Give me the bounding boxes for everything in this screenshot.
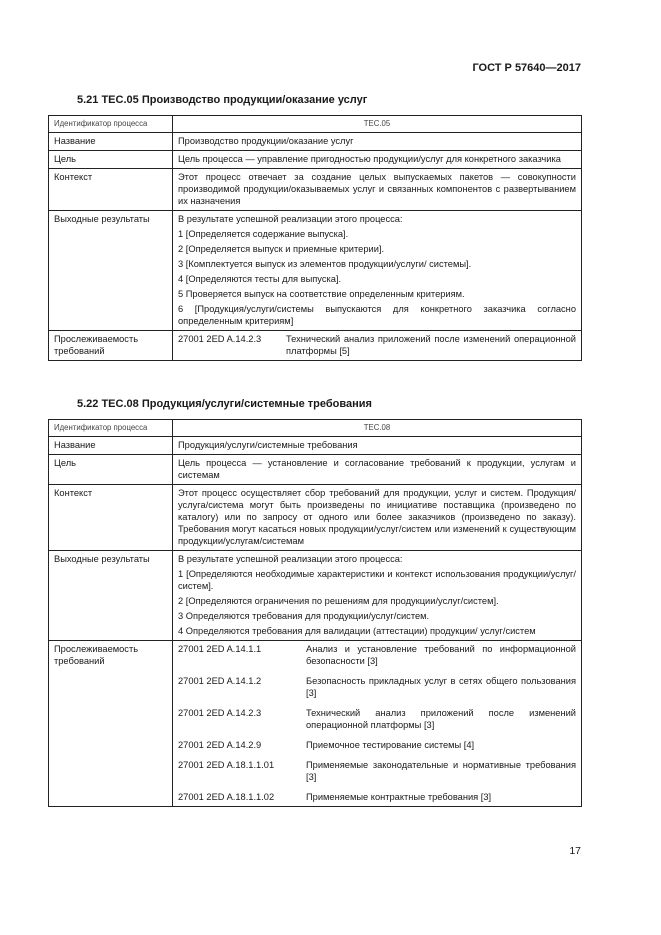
trace-description: Технический анализ приложений после изменений операционной платформы [5] <box>286 334 576 356</box>
trace-description: Технический анализ приложений после изменений операционной платформы [3] <box>306 708 576 730</box>
trace-entry <box>178 333 576 357</box>
output-item: 3 Определяются требования для продукции/услуг/систем. <box>178 611 430 621</box>
row-label: Контекст <box>49 169 173 211</box>
row-label: Прослеживаемость требований <box>49 641 173 807</box>
trace-code: 27001 2ED A.14.1.2 <box>178 676 262 686</box>
row-text: Цель процесса — управление пригодностью продукции/услуг для конкретного заказчика <box>178 154 561 164</box>
trace-description: Применяемые контрактные требования [3] <box>306 792 492 802</box>
output-item: 2 [Определяются ограничения по решениям для продукции/услуг/систем]. <box>178 596 499 606</box>
section-title-5-22: 5.22 TEC.08 Продукция/услуги/системные требования <box>77 398 372 410</box>
row-text: Этот процесс отвечает за создание целых выпускаемых пакетов — совокупности производимой продукции/оказываемых услуг и связанных компонентов с развертыванием их назначения <box>178 172 576 206</box>
trace-description: Анализ и установление требований по информационной безопасности [3] <box>306 644 576 666</box>
output-item: 4 [Определяются тесты для выпуска]. <box>178 274 342 284</box>
process-table-tec08 <box>48 419 582 807</box>
trace-description: Применяемые законодательные и нормативные требования [3] <box>306 760 576 782</box>
trace-code: 27001 2ED A.18.1.1.01 <box>178 760 275 770</box>
output-item: 3 [Комплектуется выпуск из элементов продукции/услуги/ системы]. <box>178 259 472 269</box>
process-id-label: Идентификатор процесса <box>49 116 173 133</box>
output-intro: В результате успешной реализации этого процесса: <box>178 214 403 224</box>
trace-code: 27001 2ED A.14.2.3 <box>178 708 262 718</box>
trace-entry <box>178 791 576 803</box>
table-header-row <box>49 420 582 437</box>
table-row-outputs <box>49 211 582 331</box>
table-row-traceability <box>49 641 582 807</box>
table-row-goal <box>49 455 582 485</box>
process-id-value: TEC.05 <box>173 116 582 133</box>
row-text: Продукция/услуги/системные требования <box>178 440 358 450</box>
table-row-goal <box>49 151 582 169</box>
trace-code: 27001 2ED A.18.1.1.02 <box>178 792 275 802</box>
row-text: Производство продукции/оказание услуг <box>178 136 354 146</box>
trace-description: Приемочное тестирование системы [4] <box>306 740 475 750</box>
trace-entry <box>178 739 576 751</box>
process-id-label: Идентификатор процесса <box>49 420 173 437</box>
row-label: Цель <box>49 455 173 485</box>
row-text: Этот процесс осуществляет сбор требований для продукции, услуг и систем. Продукция/услуга/система могут быть произведены по инициативе поставщика (произведено по каталогу) или по запросу от одного или более заказчиков (произведено по заказу). Требования могут касаться новых продукции/услуг/систем или изменений к существующим продукции/услугам/системам <box>178 488 576 546</box>
table-row-context <box>49 485 582 551</box>
trace-entry <box>178 759 576 783</box>
process-table-tec05 <box>48 115 582 361</box>
output-item: 1 [Определяется содержание выпуска]. <box>178 229 349 239</box>
table-row-name <box>49 437 582 455</box>
row-label: Название <box>49 133 173 151</box>
trace-entry <box>178 675 576 699</box>
table-header-row <box>49 116 582 133</box>
trace-entry <box>178 643 576 667</box>
page-number: 17 <box>569 845 581 857</box>
table-row-outputs <box>49 551 582 641</box>
section-title-5-21: 5.21 TEC.05 Производство продукции/оказание услуг <box>77 94 368 106</box>
table-row-name <box>49 133 582 151</box>
row-text: Цель процесса — установление и согласование требований к продукции, услугам и системам <box>178 458 576 480</box>
trace-entry <box>178 707 576 731</box>
row-label: Название <box>49 437 173 455</box>
trace-code: 27001 2ED A.14.1.1 <box>178 644 262 654</box>
trace-code: 27001 2ED A.14.2.9 <box>178 740 262 750</box>
table-row-context <box>49 169 582 211</box>
output-item: 5 Проверяется выпуск на соответствие определенным критериям. <box>178 289 465 299</box>
process-id-value: TEC.08 <box>173 420 582 437</box>
trace-description: Безопасность прикладных услуг в сетях общего пользования [3] <box>306 676 576 698</box>
row-label: Контекст <box>49 485 173 551</box>
output-intro: В результате успешной реализации этого процесса: <box>178 554 403 564</box>
row-label: Выходные результаты <box>49 211 173 331</box>
trace-code: 27001 2ED A.14.2.3 <box>178 334 262 344</box>
row-label: Выходные результаты <box>49 551 173 641</box>
table-row-traceability <box>49 331 582 361</box>
output-item: 4 Определяются требования для валидации (аттестации) продукции/ услуг/систем <box>178 626 536 636</box>
row-label: Прослеживаемость требований <box>49 331 173 361</box>
output-item: 2 [Определяется выпуск и приемные критерии]. <box>178 244 385 254</box>
row-label: Цель <box>49 151 173 169</box>
document-code: ГОСТ Р 57640—2017 <box>472 62 581 74</box>
output-item: 6 [Продукция/услуги/системы выпускаются для конкретного заказчика согласно определенным критериям] <box>178 304 576 326</box>
output-item: 1 [Определяются необходимые характеристики и контекст использования продукции/услуг/систем]. <box>178 569 576 591</box>
